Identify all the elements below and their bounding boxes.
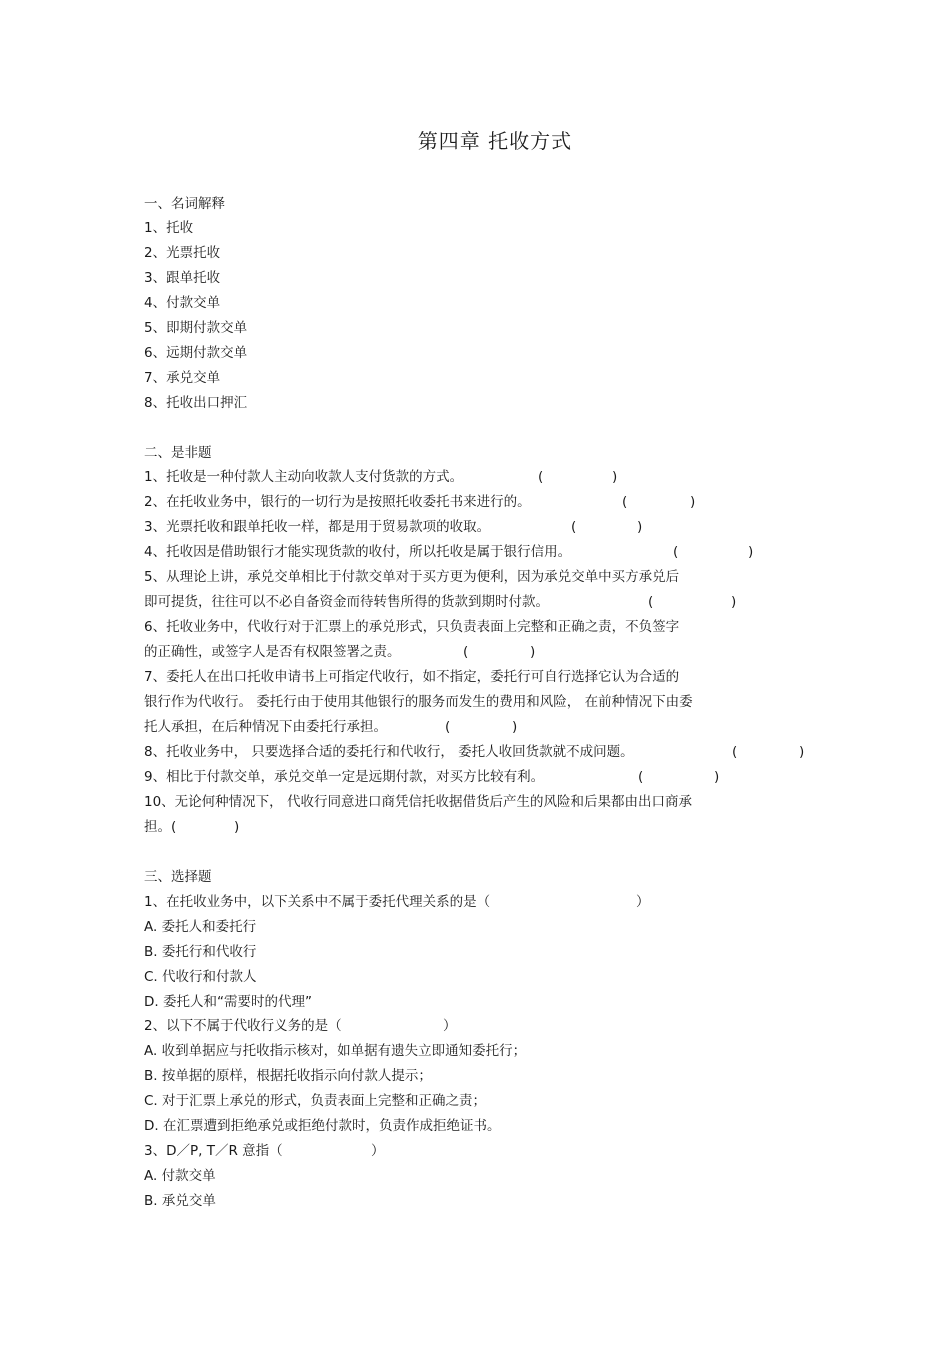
term-item: 7、承兑交单 [144, 370, 221, 386]
choice-option: D. 在汇票遭到拒绝承兑或拒绝付款时，负责作成拒绝证书。 [144, 1118, 501, 1134]
true-false-item-cont: 即可提货，往往可以不必自备资金而待转售所得的货款到期时付款。 [144, 594, 549, 610]
choice-option: B. 按单据的原样，根据托收指示向付款人提示； [144, 1068, 432, 1084]
true-false-item: 6、托收业务中，代收行对于汇票上的承兑形式，只负责表面上完整和正确之责，不负签字 [144, 619, 680, 635]
answer-paren-open: ( [538, 469, 544, 485]
true-false-item-cont: 的正确性，或签字人是否有权限签署之责。 [144, 644, 401, 660]
choice-question: 1、在托收业务中，以下关系中不属于委托代理关系的是（ [144, 894, 491, 910]
true-false-item: 4、托收因是借助银行才能实现货款的收付，所以托收是属于银行信用。 [144, 544, 572, 560]
section-heading: 一、名词解释 [144, 196, 225, 212]
choice-option: A. 付款交单 [144, 1168, 216, 1184]
true-false-item: 2、在托收业务中，银行的一切行为是按照托收委托书来进行的。 [144, 494, 531, 510]
choice-option: B. 委托行和代收行 [144, 944, 257, 960]
term-item: 3、跟单托收 [144, 270, 221, 286]
answer-paren-close: ) [731, 594, 737, 610]
choice-question: 2、以下不属于代收行义务的是（ [144, 1018, 342, 1034]
answer-paren-close: ) [799, 744, 805, 760]
answer-paren-open: ( [463, 644, 469, 660]
term-item: 8、托收出口押汇 [144, 395, 248, 411]
answer-paren-close: ) [714, 769, 720, 785]
choice-option: C. 代收行和付款人 [144, 969, 257, 985]
answer-paren-close: ) [748, 544, 754, 560]
page-title: 第四章 托收方式 [417, 129, 573, 153]
choice-option: D. 委托人和“需要时的代理” [144, 994, 312, 1010]
true-false-item-cont: 银行作为代收行。 委托行由于使用其他银行的服务而发生的费用和风险， 在前种情况下由委 [144, 694, 693, 710]
term-item: 1、托收 [144, 220, 194, 236]
true-false-item: 8、托收业务中， 只要选择合适的委托行和代收行， 委托人收回货款就不成问题。 [144, 744, 634, 760]
answer-paren-close: ) [612, 469, 618, 485]
true-false-item: 5、从理论上讲，承兑交单相比于付款交单对于买方更为便利，因为承兑交单中买方承兑后 [144, 569, 680, 585]
answer-paren-close: ) [637, 519, 643, 535]
choice-option: B. 承兑交单 [144, 1193, 216, 1209]
true-false-item: 9、相比于付款交单，承兑交单一定是远期付款，对买方比较有利。 [144, 769, 545, 785]
answer-paren-open: ( [445, 719, 451, 735]
choice-option: A. 收到单据应与托收指示核对，如单据有遗失立即通知委托行； [144, 1043, 527, 1059]
answer-paren-close: ） [371, 1143, 385, 1159]
true-false-item-cont: 担。( [144, 819, 177, 835]
answer-paren-open: ( [638, 769, 644, 785]
answer-paren-close: ) [530, 644, 536, 660]
answer-paren-open: ( [732, 744, 738, 760]
answer-paren-open: ( [571, 519, 577, 535]
answer-paren-open: ( [673, 544, 679, 560]
choice-option: C. 对于汇票上承兑的形式，负责表面上完整和正确之责； [144, 1093, 487, 1109]
term-item: 4、付款交单 [144, 295, 221, 311]
true-false-item: 1、托收是一种付款人主动向收款人支付货款的方式。 [144, 469, 464, 485]
true-false-item: 10、无论何种情况下， 代收行同意进口商凭信托收据借货后产生的风险和后果都由出口商承 [144, 794, 692, 810]
choice-question: 3、D／P, T／R 意指（ [144, 1143, 283, 1159]
true-false-item: 3、光票托收和跟单托收一样，都是用于贸易款项的收取。 [144, 519, 491, 535]
true-false-item: 7、委托人在出口托收申请书上可指定代收行，如不指定，委托行可自行选择它认为合适的 [144, 669, 680, 685]
true-false-item-cont: 托人承担，在后种情况下由委托行承担。 [144, 719, 387, 735]
answer-paren-close: ) [690, 494, 696, 510]
answer-paren-close: ） [636, 894, 650, 910]
answer-paren-close: ） [443, 1018, 457, 1034]
answer-paren-close: ) [512, 719, 518, 735]
term-item: 5、即期付款交单 [144, 320, 248, 336]
term-item: 6、远期付款交单 [144, 345, 248, 361]
choice-option: A. 委托人和委托行 [144, 919, 257, 935]
section-heading: 三、选择题 [144, 869, 212, 885]
answer-paren-open: ( [648, 594, 654, 610]
term-item: 2、光票托收 [144, 245, 221, 261]
section-heading: 二、是非题 [144, 445, 212, 461]
answer-paren-open: ( [622, 494, 628, 510]
answer-paren-close: ) [234, 819, 240, 835]
